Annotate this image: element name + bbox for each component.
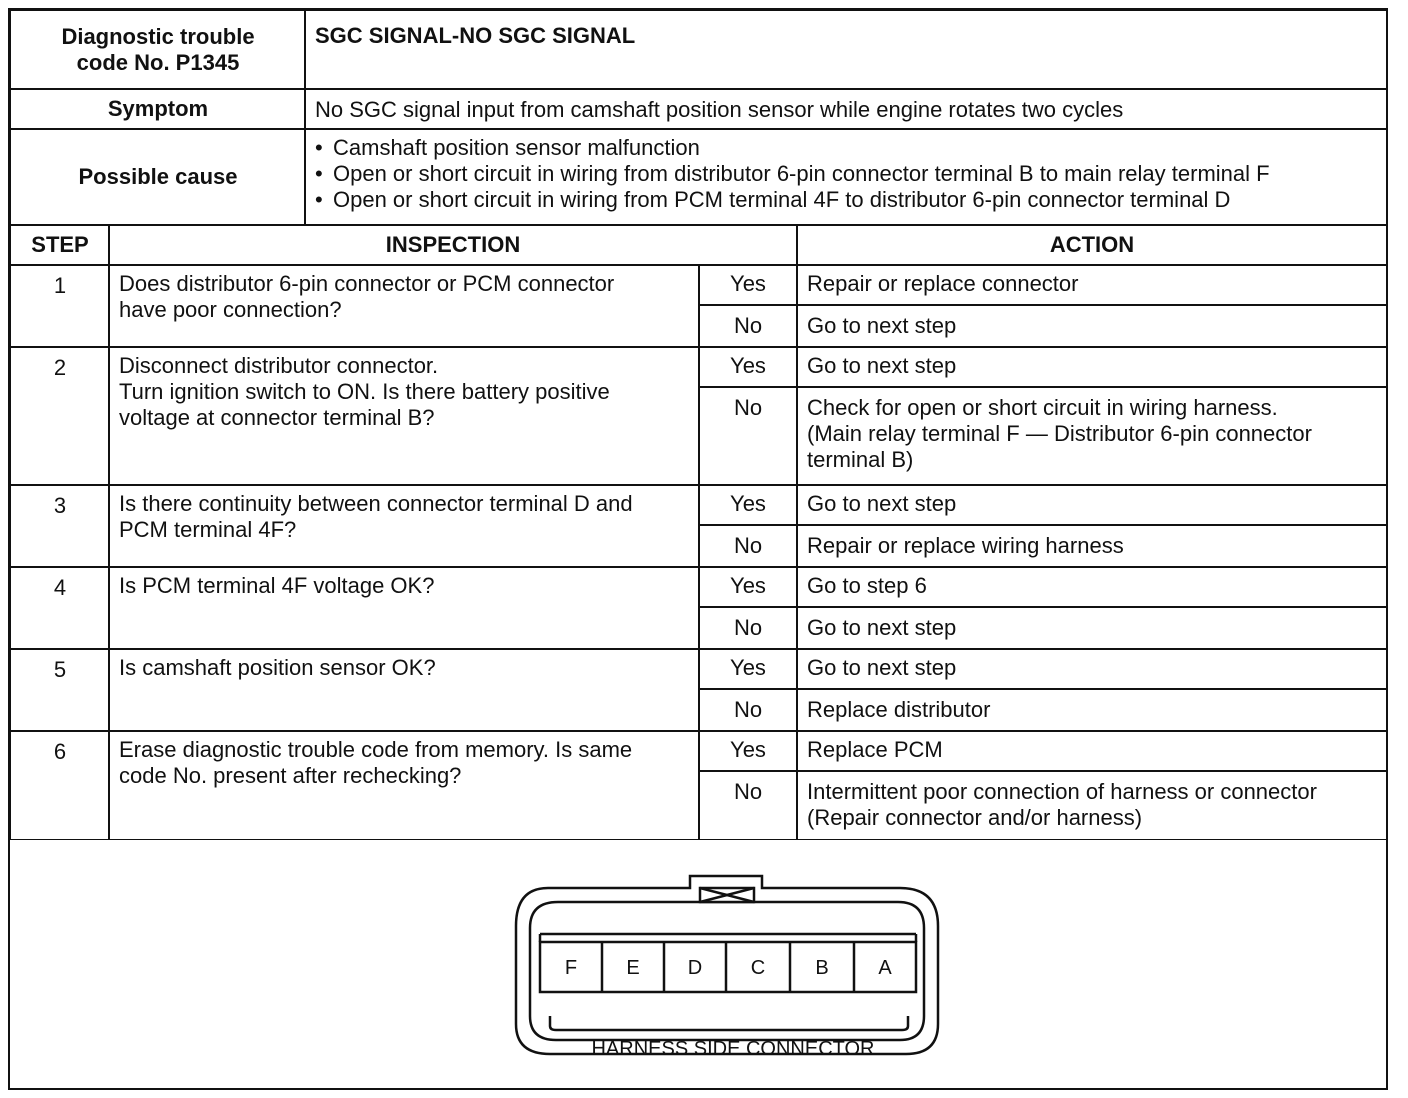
no-action: Intermittent poor connection of harness or connector (Repair connector and/or harness) (796, 770, 1388, 840)
no-action: Repair or replace wiring harness (796, 524, 1388, 568)
column-header-action: ACTION (796, 224, 1388, 266)
no-action: Go to next step (796, 304, 1388, 348)
yes-action: Repair or replace connector (796, 264, 1388, 306)
no-label: No (698, 688, 798, 732)
step-inspection: Is there continuity between connector terminal D and PCM terminal 4F? (108, 484, 700, 568)
pin-label: A (878, 957, 892, 979)
no-label: No (698, 386, 798, 486)
pin-label: E (626, 957, 640, 979)
pin-label: F (564, 957, 578, 979)
diagnostic-sheet (8, 8, 1388, 1090)
step-inspection: Disconnect distributor connector. Turn ignition switch to ON. Is there battery positive voltage at connector terminal B? (108, 346, 700, 486)
step-number: 4 (10, 566, 110, 650)
no-label: No (698, 606, 798, 650)
step-number: 6 (10, 730, 110, 840)
dtc-code-label: Diagnostic trouble code No. P1345 (10, 10, 306, 90)
no-action: Go to next step (796, 606, 1388, 650)
yes-action: Go to next step (796, 648, 1388, 690)
connector-caption: HARNESS SIDE CONNECTOR (591, 1038, 875, 1060)
yes-action: Replace PCM (796, 730, 1388, 772)
pin-label: D (687, 957, 703, 979)
yes-label: Yes (698, 730, 798, 772)
yes-label: Yes (698, 264, 798, 306)
cause-item: • Camshaft position sensor malfunction (311, 135, 1387, 161)
step-inspection: Is camshaft position sensor OK? (108, 648, 700, 732)
no-action: Check for open or short circuit in wiring harness. (Main relay terminal F — Distributor 6-pin connector terminal B) (796, 386, 1388, 486)
pin-label: C (750, 957, 766, 979)
possible-cause-label: Possible cause (10, 128, 306, 226)
yes-label: Yes (698, 648, 798, 690)
yes-action: Go to step 6 (796, 566, 1388, 608)
step-number: 3 (10, 484, 110, 568)
symptom-text: No SGC signal input from camshaft position sensor while engine rotates two cycles (304, 88, 1388, 130)
step-number: 2 (10, 346, 110, 486)
symptom-label: Symptom (10, 88, 306, 130)
step-number: 5 (10, 648, 110, 732)
no-label: No (698, 770, 798, 840)
connector-rail (550, 1016, 908, 1030)
yes-label: Yes (698, 566, 798, 608)
yes-action: Go to next step (796, 346, 1388, 388)
no-label: No (698, 524, 798, 568)
yes-action: Go to next step (796, 484, 1388, 526)
step-number: 1 (10, 264, 110, 348)
pin-row-frame (540, 942, 916, 992)
cause-item: • Open or short circuit in wiring from distributor 6-pin connector terminal B to main relay terminal F (311, 161, 1387, 187)
cause-item: • Open or short circuit in wiring from PCM terminal 4F to distributor 6-pin connector terminal D (311, 187, 1387, 213)
yes-label: Yes (698, 346, 798, 388)
step-inspection: Erase diagnostic trouble code from memory. Is same code No. present after rechecking? (108, 730, 700, 840)
pin-label: B (815, 957, 829, 979)
no-action: Replace distributor (796, 688, 1388, 732)
step-inspection: Is PCM terminal 4F voltage OK? (108, 566, 700, 650)
possible-cause-list (304, 128, 1388, 226)
column-header-inspection: INSPECTION (108, 224, 798, 266)
yes-label: Yes (698, 484, 798, 526)
step-inspection: Does distributor 6-pin connector or PCM connector have poor connection? (108, 264, 700, 348)
no-label: No (698, 304, 798, 348)
column-header-step: STEP (10, 224, 110, 266)
dtc-title: SGC SIGNAL-NO SGC SIGNAL (304, 10, 1388, 90)
